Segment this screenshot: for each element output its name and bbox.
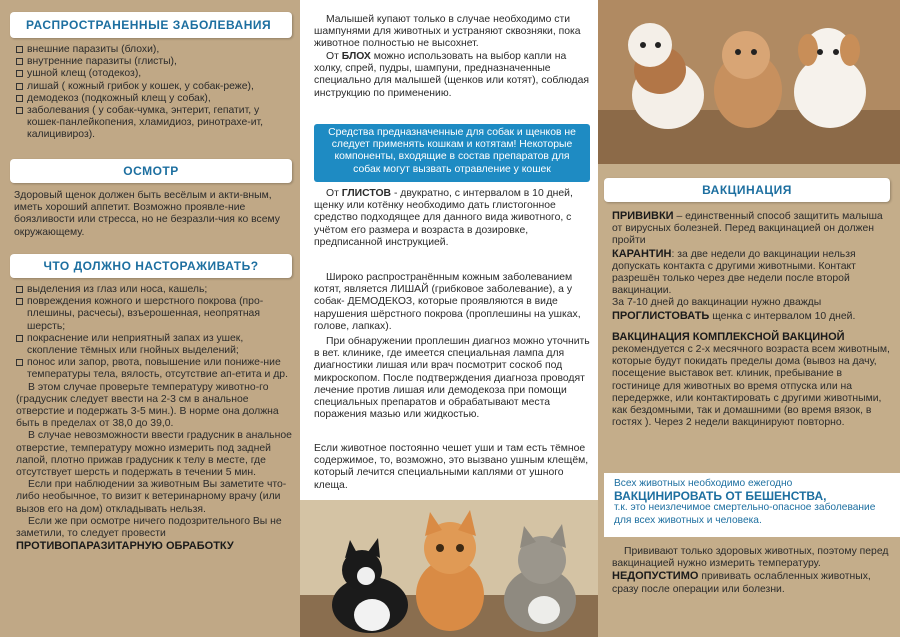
right-column — [598, 0, 900, 637]
checkbox-icon — [16, 359, 23, 366]
rabies-line3: т.к. это неизлечимое смертельно-опасное заболевание для всех животных и человека. — [614, 502, 876, 526]
temperature-alt-text: В случае невозможности ввести градусник в анальное отверстие, температуру можно измерить под задней лапой, плотно прижав градусник к телу в месте, где отсутствует шерсть и подержать в течении 5 мин. — [16, 430, 292, 479]
checkbox-icon — [16, 298, 23, 305]
vaccination-header: ВАКЦИНАЦИЯ — [604, 178, 890, 202]
list-item: внутренние паразиты (глисты), — [27, 56, 177, 68]
fleas-text: От БЛОХ можно использовать на выбор капли на холку, спрей, пудры, шампуни, предназначенные специально для малышей (щенков или котят), соблюдая инструкцию по применению. — [314, 51, 589, 99]
diseases-header: РАСПРОСТРАНЕННЫЕ ЗАБОЛЕВАНИЯ — [10, 12, 292, 38]
kittens-photo — [300, 500, 598, 637]
vaccination-text: ПРИВИВКИ – единственный способ защитить малыша от вирусных болезней. Перед вакцинацией он должен пройти КАРАНТИН: за две недели до вакцинации нельзя допускать контакта с другими животными. Контакт разрешён только через две недели после второй вакцинации. За 7-10 дней до вакцинации нужно дважды ПРОГЛИСТОВАТЬ щенка с интервалом 10 дней. ВАКЦИНАЦИЯ КОМПЛЕКСНОЙ ВАКЦИНОЙ рекомендуется с 2-х месячного возраста всем животным, которые будут покидать пределы дома (вывоз на дачу, посещение выставок вет. клиник, пребывание в гостинице для животных во время отпуска или на передержке, или контактировать с другими животными, как бездомными, так и домашними (во время вязок, в гостях ). Через 2 недели вакцинируют повторно. — [612, 210, 890, 429]
diagnosis-text: При обнаружении проплешин диагноз можно уточнить в вет. клинике, где имеется специальная лампа для диагностики лишая или врач посмотрит соскоб под микроскопом. После подтверждения диагноза проводят лечение против лишая или демодекоза при помощи специальных препаратов и обрабатывают места поражения мазью или жидкостью. — [314, 336, 590, 421]
list-item: повреждения кожного и шерстного покрова (про-плешины, расчесы), взъерошенная, неопрятная шерсть; — [27, 296, 264, 332]
checkbox-icon — [16, 286, 23, 293]
exam-text: Здоровый щенок должен быть весёлым и акти-вным, иметь хороший аппетит. Возможно проявле-ние боязливости или стресса, но не безразли-чия ко всему окружающему. — [14, 190, 280, 238]
antiparasite-text: Если же при осмотре ничего подозрительного Вы не заметили, то следует провести — [16, 515, 282, 540]
list-item: заболевания ( у собак-чумка, энтерит, гепатит, у кошек-панлейкопения, хламидиоз, ринотрахе-ит, калицивироз). — [27, 105, 263, 141]
fleas-bold: БЛОХ — [341, 51, 371, 62]
list-item: покраснение или неприятный запах из ушек, скопление тёмных или гнойных выделений; — [27, 332, 244, 357]
checkbox-icon — [16, 95, 23, 102]
forbidden-bold: НЕДОПУСТИМО — [612, 570, 699, 583]
checkbox-icon — [16, 46, 23, 53]
list-item: ушной клещ (отодекоз), — [27, 68, 142, 80]
final-text: Прививают только здоровых животных, поэтому перед вакцинацией нужно измерить температуру. НЕДОПУСТИМО прививать ослабленных животных, сразу после операции или болезни. — [612, 546, 889, 595]
alerts-header: ЧТО ДОЛЖНО НАСТОРАЖИВАТЬ? — [10, 254, 292, 278]
checkbox-icon — [16, 70, 23, 77]
checkbox-icon — [16, 83, 23, 90]
list-item: внешние паразиты (блохи), — [27, 44, 160, 55]
vet-visit-text: Если при наблюдении за животным Вы заметите что-либо необычное, то визит к ветеринарному врачу (или вызов его на дом) откладывать нельзя. — [16, 479, 287, 515]
list-item: выделения из глаз или носа, кашель; — [27, 284, 208, 295]
warning-box: Средства предназначенные для собак и щенков не следует применять кошкам и котятам! Некоторые компоненты, входящие в состав препаратов для собак могут вызвать отравление у кошек — [314, 124, 590, 182]
bathing-text: Малышей купают только в случае необходимо сти шампунями для животных и устраняют сквозняки, пока животное полностью не высохнет. — [314, 14, 581, 50]
complex-vaccine-bold: ВАКЦИНАЦИЯ КОМПЛЕКСНОЙ ВАКЦИНОЙ — [612, 330, 845, 343]
rabies-bold: ВАКЦИНИРОВАТЬ ОТ БЕШЕНСТВА, — [614, 489, 827, 504]
checkbox-icon — [16, 335, 23, 342]
puppies-photo — [598, 0, 900, 164]
left-column — [0, 0, 300, 637]
list-item: лишай ( кожный грибок у кошек, у собак-реже), — [27, 80, 254, 92]
worms-bold: ГЛИСТОВ — [341, 188, 392, 199]
alerts-list — [16, 284, 292, 552]
rabies-box — [604, 473, 900, 537]
diseases-list — [16, 44, 290, 142]
exam-header: ОСМОТР — [10, 159, 292, 183]
ear-mite-text: Если животное постоянно чешет уши и там есть тёмное содержимое, то, возможно, это вызвано ушным клещём, который лечится специальными каплями от ушного клеща. — [314, 443, 589, 491]
antiparasite-bold: ПРОТИВОПАРАЗИТАРНУЮ ОБРАБОТКУ — [16, 540, 234, 553]
checkbox-icon — [16, 107, 23, 114]
vaccinations-bold: ПРИВИВКИ — [612, 210, 674, 222]
list-item: демодекоз (подкожный клещ у собак), — [27, 92, 211, 104]
quarantine-bold: КАРАНТИН — [612, 247, 672, 260]
worms-text: От ГЛИСТОВ - двукратно, с интервалом в 10 дней, щенку или котёнку необходимо дать глистогонное средство подходящее для данного вида животного, с учётом его размера и возраста в дозировке, предписанной инструкцией. — [314, 188, 573, 248]
list-item: понос или запор, рвота, повышение или пониже-ние температуры тела, вялость, отсутствие ап-етита и др. — [27, 357, 288, 381]
checkbox-icon — [16, 58, 23, 65]
temperature-text: В этом случае проверьте температуру животно-го (градусник следует ввести на 2-3 см в анальное отверстие и подержать 3-5 мин.). В норме она должна быть в пределах от 38,0 до 39,0. — [16, 381, 279, 430]
middle-column — [300, 0, 598, 637]
rabies-line1: Всех животных необходимо ежегодно — [614, 478, 793, 489]
ringworm-text: Широко распространённым кожным заболеванием котят, является ЛИШАЙ (грибковое заболевание), а у собак- ДЕМОДЕКОЗ, которые проявляются в виде нарушения шёрстного покрова (проплешины на ушках, голове, лапках). — [314, 272, 581, 332]
deworm-bold: ПРОГЛИСТОВАТЬ — [612, 309, 710, 322]
